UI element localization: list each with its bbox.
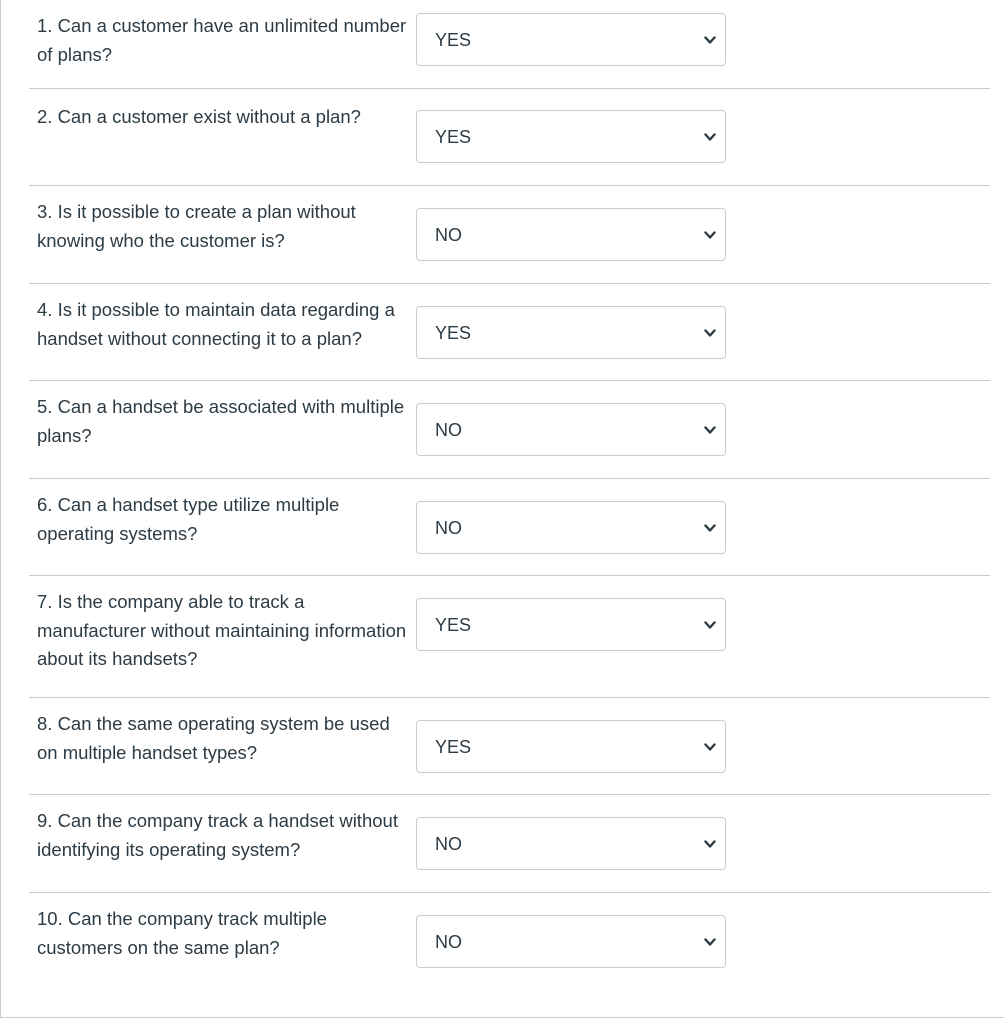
answer-value-6: NO <box>435 518 462 538</box>
answer-value-3: NO <box>435 225 462 245</box>
question-row-4 <box>29 284 990 381</box>
question-row-6 <box>29 479 990 576</box>
answer-value-10: NO <box>435 932 462 952</box>
chevron-down-icon <box>704 742 716 752</box>
question-text-9: 9. Can the company track a handset without identifying its operating system? <box>37 810 398 860</box>
answer-value-9: NO <box>435 834 462 854</box>
question-text-10: 10. Can the company track multiple customers on the same plan? <box>37 908 327 958</box>
answer-value-8: YES <box>435 737 472 757</box>
answer-select-3[interactable] <box>416 208 726 261</box>
answer-select-10[interactable] <box>416 915 726 968</box>
question-row-7 <box>29 576 990 698</box>
question-text-2: 2. Can a customer exist without a plan? <box>37 106 361 127</box>
question-row-3 <box>29 186 990 284</box>
question-text-7: 7. Is the company able to track a manufacturer without maintaining information about its handsets? <box>37 591 407 669</box>
question-text-5: 5. Can a handset be associated with multiple plans? <box>37 396 405 446</box>
chevron-down-icon <box>704 620 716 630</box>
answer-select-4[interactable] <box>416 306 726 359</box>
question-text-8: 8. Can the same operating system be used on multiple handset types? <box>37 713 390 763</box>
question-text-3: 3. Is it possible to create a plan without knowing who the customer is? <box>37 201 356 251</box>
answer-select-7[interactable] <box>416 598 726 651</box>
question-text-4: 4. Is it possible to maintain data regarding a handset without connecting it to a plan? <box>37 299 395 349</box>
chevron-down-icon <box>704 839 716 849</box>
chevron-down-icon <box>704 230 716 240</box>
answer-value-1: YES <box>435 30 472 50</box>
question-text-1: 1. Can a customer have an unlimited number of plans? <box>37 15 407 65</box>
answer-value-4: YES <box>435 323 472 343</box>
question-row-5 <box>29 381 990 479</box>
question-text-6: 6. Can a handset type utilize multiple operating systems? <box>37 494 340 544</box>
answer-value-7: YES <box>435 615 472 635</box>
question-row-1 <box>29 0 990 89</box>
answer-select-6[interactable] <box>416 501 726 554</box>
question-row-8 <box>29 698 990 795</box>
chevron-down-icon <box>704 132 716 142</box>
chevron-down-icon <box>704 523 716 533</box>
chevron-down-icon <box>704 35 716 45</box>
answer-select-2[interactable] <box>416 110 726 163</box>
question-row-10 <box>29 893 990 991</box>
chevron-down-icon <box>704 328 716 338</box>
answer-value-5: NO <box>435 420 462 440</box>
chevron-down-icon <box>704 937 716 947</box>
question-list <box>29 0 990 991</box>
answer-select-9[interactable] <box>416 817 726 870</box>
answer-select-8[interactable] <box>416 720 726 773</box>
question-row-9 <box>29 795 990 893</box>
question-row-2 <box>29 89 990 186</box>
chevron-down-icon <box>704 425 716 435</box>
answer-value-2: YES <box>435 127 472 147</box>
answer-select-1[interactable] <box>416 13 726 66</box>
answer-select-5[interactable] <box>416 403 726 456</box>
